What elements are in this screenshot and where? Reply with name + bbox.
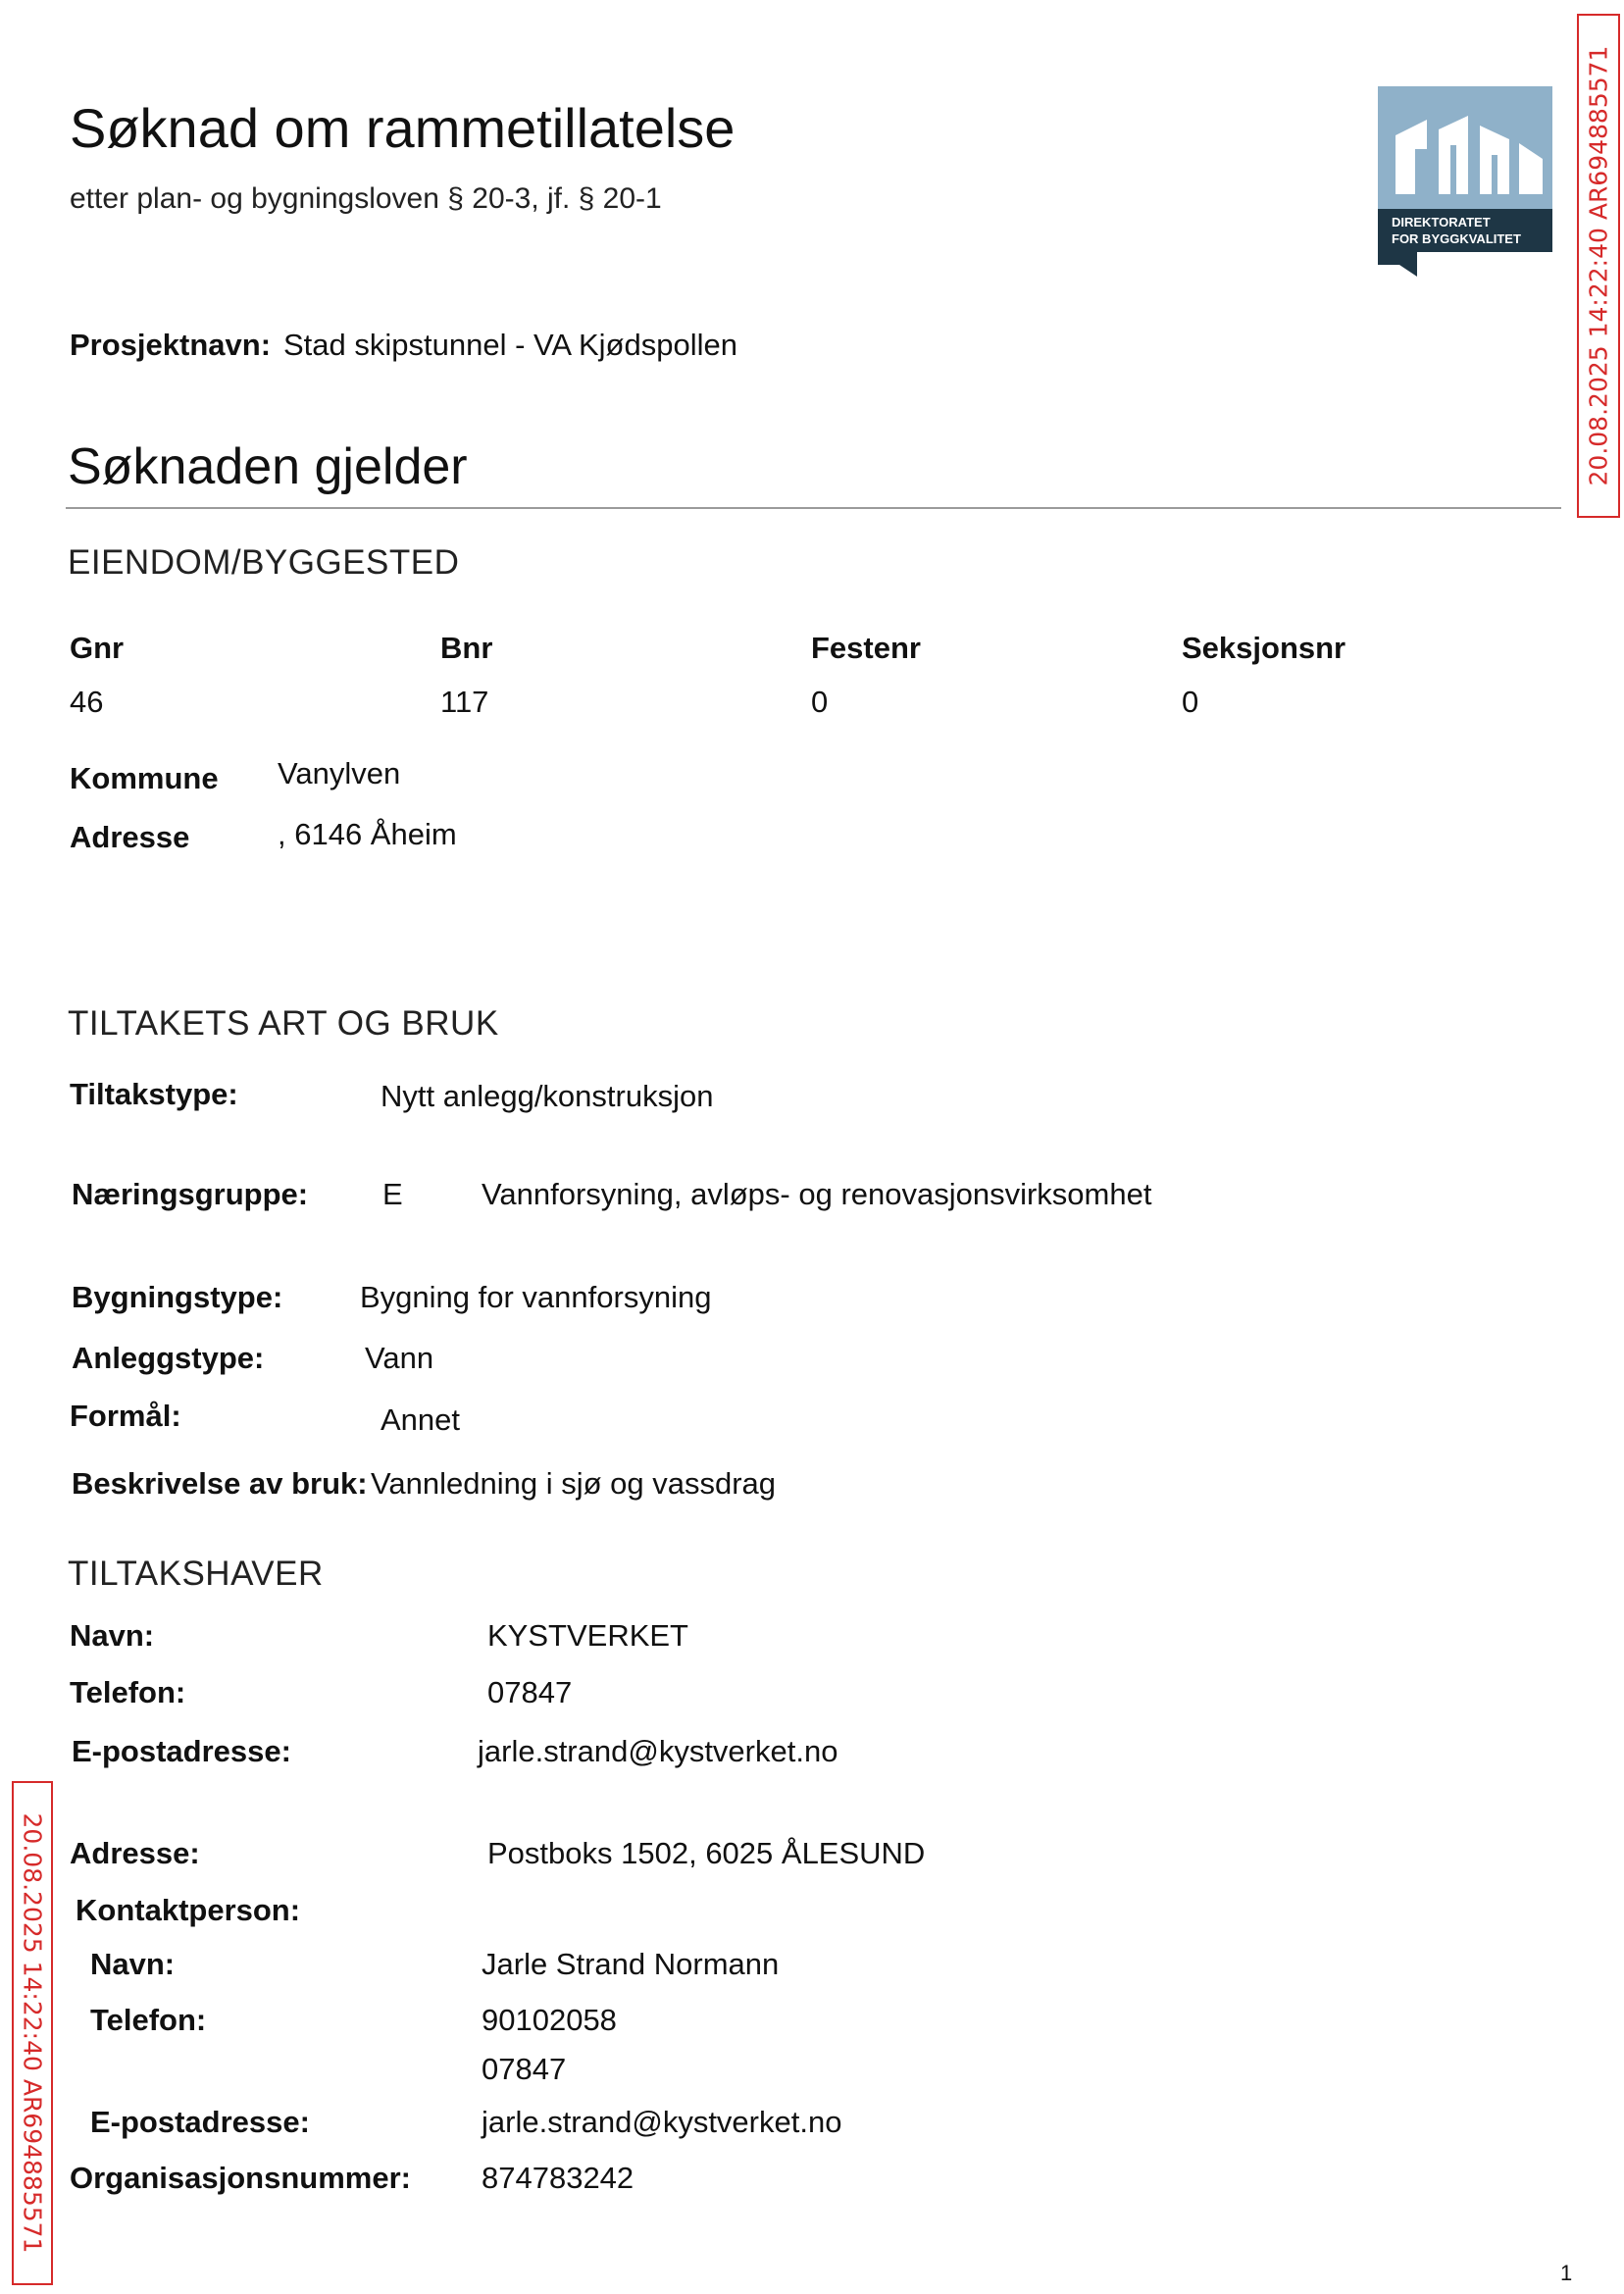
dibk-logo-mark xyxy=(1378,86,1552,277)
col-header-festenr: Festenr xyxy=(811,631,921,665)
project-name-value: Stad skipstunnel - VA Kjødspollen xyxy=(283,328,737,362)
kommune-value: Vanylven xyxy=(278,756,401,790)
owner-navn-label: Navn: xyxy=(70,1618,155,1653)
beskrivelse-value: Vannledning i sjø og vassdrag xyxy=(371,1466,777,1501)
beskrivelse-label: Beskrivelse av bruk: xyxy=(72,1466,368,1501)
naeringsgruppe-label: Næringsgruppe: xyxy=(72,1177,309,1211)
dibk-logo xyxy=(1378,86,1552,277)
adresse-label: Adresse xyxy=(70,820,190,854)
kommune-label: Kommune xyxy=(70,761,219,795)
kontaktperson-label: Kontaktperson: xyxy=(76,1893,301,1927)
owner-adresse-value: Postboks 1502, 6025 ÅLESUND xyxy=(487,1836,926,1870)
logo-text-line2: FOR BYGGKVALITET xyxy=(1392,231,1521,246)
page-number: 1 xyxy=(1560,2261,1573,2285)
festenr-value: 0 xyxy=(811,685,829,719)
owner-telefon-value: 07847 xyxy=(487,1675,573,1709)
seksjonsnr-value: 0 xyxy=(1182,685,1199,719)
gnr-value: 46 xyxy=(70,685,104,719)
logo-text-line1: DIREKTORATET xyxy=(1392,215,1491,229)
contact-epost-label: E-postadresse: xyxy=(90,2105,310,2139)
measure-heading: TILTAKETS ART OG BRUK xyxy=(68,1004,499,1043)
anleggstype-value: Vann xyxy=(365,1341,434,1375)
contact-telefon-label: Telefon: xyxy=(90,2003,207,2037)
property-heading: EIENDOM/BYGGESTED xyxy=(68,543,460,582)
owner-heading: TILTAKSHAVER xyxy=(68,1555,324,1593)
application-heading: Søknaden gjelder xyxy=(68,438,468,495)
col-header-gnr: Gnr xyxy=(70,631,125,665)
naeringsgruppe-value: Vannforsyning, avløps- og renovasjonsvirksomhet xyxy=(482,1177,1152,1211)
naeringsgruppe-code: E xyxy=(382,1177,403,1211)
timestamp-stamp-top-text: 20.08.2025 14:22:40 AR694885571 xyxy=(1584,45,1613,486)
orgnr-label: Organisasjonsnummer: xyxy=(70,2161,411,2195)
formal-value: Annet xyxy=(381,1402,461,1437)
col-header-bnr: Bnr xyxy=(440,631,493,665)
contact-navn-value: Jarle Strand Normann xyxy=(482,1947,780,1981)
owner-adresse-label: Adresse: xyxy=(70,1836,200,1870)
adresse-value: , 6146 Åheim xyxy=(278,817,457,851)
project-name-label: Prosjektnavn: xyxy=(70,328,272,362)
contact-telefon-value-1: 90102058 xyxy=(482,2003,617,2037)
orgnr-value: 874783242 xyxy=(482,2161,634,2195)
tiltakstype-label: Tiltakstype: xyxy=(70,1077,238,1111)
bygningstype-label: Bygningstype: xyxy=(72,1280,283,1314)
tiltakstype-value: Nytt anlegg/konstruksjon xyxy=(381,1079,714,1113)
page-title: Søknad om rammetillatelse xyxy=(70,97,736,159)
timestamp-stamp-bottom-text: 20.08.2025 14:22:40 AR694885571 xyxy=(18,1812,47,2254)
formal-label: Formål: xyxy=(70,1399,181,1433)
contact-epost-value: jarle.strand@kystverket.no xyxy=(482,2105,842,2139)
owner-epost-value: jarle.strand@kystverket.no xyxy=(478,1734,838,1768)
owner-telefon-label: Telefon: xyxy=(70,1675,186,1709)
bnr-value: 117 xyxy=(440,685,489,719)
owner-epost-label: E-postadresse: xyxy=(72,1734,291,1768)
section-divider xyxy=(66,507,1561,509)
page-subtitle: etter plan- og bygningsloven § 20-3, jf. § 20-1 xyxy=(70,182,662,215)
contact-telefon-value-2: 07847 xyxy=(482,2052,567,2086)
bygningstype-value: Bygning for vannforsyning xyxy=(360,1280,712,1314)
contact-navn-label: Navn: xyxy=(90,1947,176,1981)
timestamp-stamp-bottom xyxy=(12,1781,53,2285)
timestamp-stamp-top xyxy=(1577,14,1620,518)
owner-navn-value: KYSTVERKET xyxy=(487,1618,688,1653)
anleggstype-label: Anleggstype: xyxy=(72,1341,265,1375)
col-header-seksjonsnr: Seksjonsnr xyxy=(1182,631,1346,665)
